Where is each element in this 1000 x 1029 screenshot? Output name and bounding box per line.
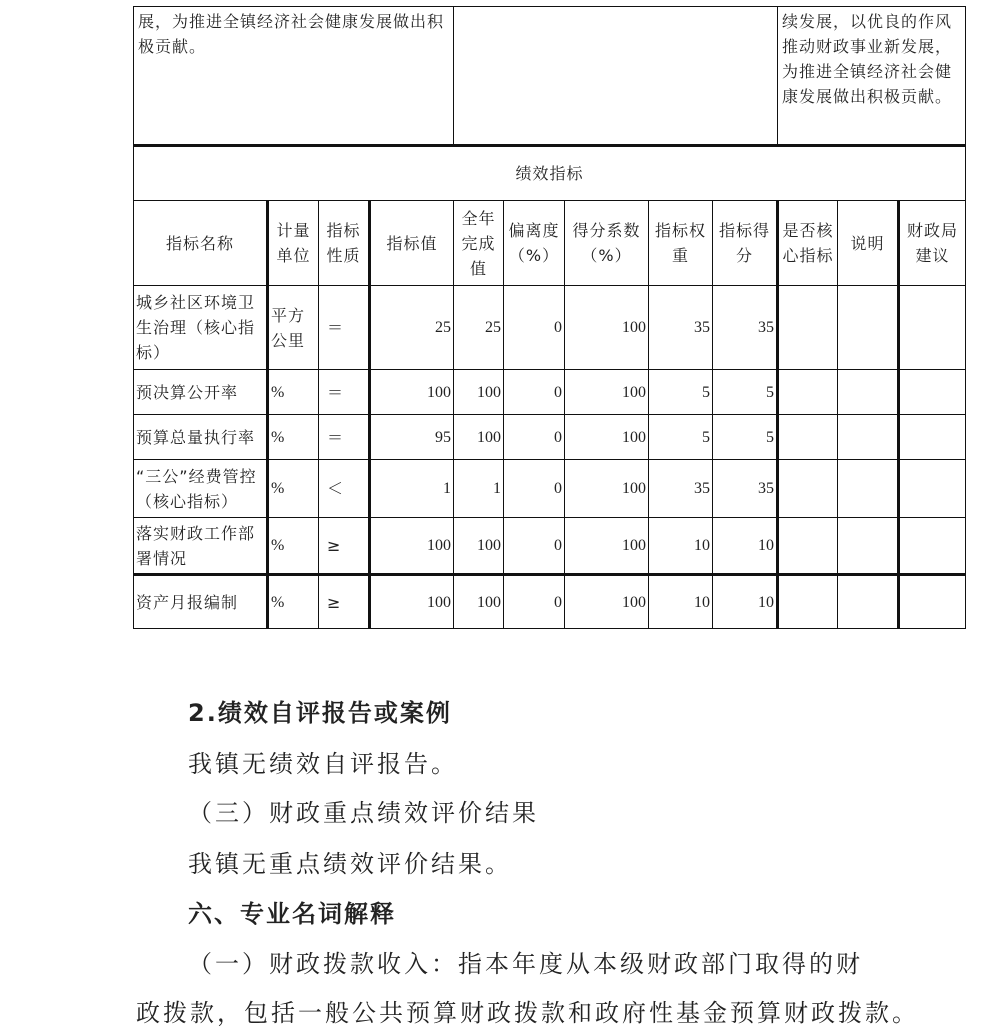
indicator-deviation: 0 xyxy=(504,518,565,575)
indicator-name: 预算总量执行率 xyxy=(134,415,268,460)
header-unit: 计量单位 xyxy=(268,201,319,286)
table-row xyxy=(134,518,966,575)
section-title: 绩效指标 xyxy=(134,146,966,201)
header-indicator-name: 指标名称 xyxy=(134,201,268,286)
heading-glossary: 六、专业名词解释 xyxy=(188,900,396,928)
indicator-weight: 10 xyxy=(649,575,713,629)
indicator-coef: 100 xyxy=(565,286,649,370)
table-row xyxy=(134,370,966,415)
indicator-core xyxy=(778,575,838,629)
indicator-deviation: 0 xyxy=(504,370,565,415)
indicator-target: 1 xyxy=(370,460,454,518)
indicator-target: 100 xyxy=(370,575,454,629)
indicator-coef: 100 xyxy=(565,370,649,415)
indicator-deviation: 0 xyxy=(504,286,565,370)
indicator-score: 35 xyxy=(713,286,778,370)
indicator-weight: 5 xyxy=(649,370,713,415)
header-weight: 指标权重 xyxy=(649,201,713,286)
indicator-actual: 1 xyxy=(454,460,504,518)
indicator-score: 35 xyxy=(713,460,778,518)
indicator-core xyxy=(778,460,838,518)
indicator-name: 资产月报编制 xyxy=(134,575,268,629)
indicator-unit: % xyxy=(268,575,319,629)
indicator-unit: % xyxy=(268,415,319,460)
indicator-deviation: 0 xyxy=(504,460,565,518)
header-nature: 指标性质 xyxy=(319,201,370,286)
indicator-actual: 25 xyxy=(454,286,504,370)
indicator-weight: 5 xyxy=(649,415,713,460)
indicator-advice xyxy=(899,460,966,518)
table-row xyxy=(134,575,966,629)
indicator-actual: 100 xyxy=(454,370,504,415)
indicator-coef: 100 xyxy=(565,575,649,629)
objective-row xyxy=(134,7,966,146)
heading-key-evaluation: （三）财政重点绩效评价结果 xyxy=(188,799,539,827)
indicator-note xyxy=(838,460,899,518)
header-actual: 全年完成值 xyxy=(454,201,504,286)
header-advice: 财政局建议 xyxy=(899,201,966,286)
indicator-deviation: 0 xyxy=(504,415,565,460)
table-row xyxy=(134,460,966,518)
indicator-nature: ＝ xyxy=(319,286,370,370)
indicator-score: 5 xyxy=(713,370,778,415)
indicator-name: 城乡社区环境卫生治理（核心指标） xyxy=(134,286,268,370)
paragraph-fiscal-appropriation-line1: （一）财政拨款收入：指本年度从本级财政部门取得的财 xyxy=(188,950,863,978)
indicator-unit: % xyxy=(268,370,319,415)
indicator-nature: ＝ xyxy=(319,415,370,460)
indicator-note xyxy=(838,286,899,370)
indicator-coef: 100 xyxy=(565,460,649,518)
indicator-weight: 10 xyxy=(649,518,713,575)
header-core: 是否核心指标 xyxy=(778,201,838,286)
indicator-advice xyxy=(899,575,966,629)
indicator-name: 落实财政工作部署情况 xyxy=(134,518,268,575)
indicator-note xyxy=(838,370,899,415)
indicator-advice xyxy=(899,415,966,460)
indicator-core xyxy=(778,518,838,575)
indicator-name: “三公”经费管控（核心指标） xyxy=(134,460,268,518)
indicator-actual: 100 xyxy=(454,575,504,629)
indicator-score: 10 xyxy=(713,518,778,575)
heading-self-evaluation: 2.绩效自评报告或案例 xyxy=(188,699,452,727)
indicator-target: 25 xyxy=(370,286,454,370)
indicator-advice xyxy=(899,286,966,370)
paragraph-no-self-evaluation: 我镇无绩效自评报告。 xyxy=(188,750,458,778)
indicator-actual: 100 xyxy=(454,518,504,575)
objective-right-cell: 续发展，以优良的作风推动财政事业新发展，为推进全镇经济社会健康发展做出积极贡献。 xyxy=(778,7,966,146)
indicator-note xyxy=(838,575,899,629)
indicator-note xyxy=(838,415,899,460)
header-row xyxy=(134,201,966,286)
indicator-deviation: 0 xyxy=(504,575,565,629)
indicator-nature: ＝ xyxy=(319,370,370,415)
indicator-score: 5 xyxy=(713,415,778,460)
objective-left-cell: 展，为推进全镇经济社会健康发展做出积极贡献。 xyxy=(134,7,454,146)
performance-table xyxy=(133,6,966,629)
indicator-note xyxy=(838,518,899,575)
header-coef: 得分系数（%） xyxy=(565,201,649,286)
objective-middle-cell xyxy=(454,7,778,146)
table-row xyxy=(134,415,966,460)
header-deviation: 偏离度（%） xyxy=(504,201,565,286)
indicator-target: 100 xyxy=(370,370,454,415)
indicator-target: 100 xyxy=(370,518,454,575)
indicator-actual: 100 xyxy=(454,415,504,460)
indicator-nature: ＜ xyxy=(319,460,370,518)
header-score: 指标得分 xyxy=(713,201,778,286)
indicator-coef: 100 xyxy=(565,518,649,575)
indicator-unit: % xyxy=(268,460,319,518)
indicator-unit: % xyxy=(268,518,319,575)
table-row xyxy=(134,286,966,370)
indicator-name: 预决算公开率 xyxy=(134,370,268,415)
indicator-advice xyxy=(899,370,966,415)
indicator-unit: 平方公里 xyxy=(268,286,319,370)
indicator-coef: 100 xyxy=(565,415,649,460)
indicator-target: 95 xyxy=(370,415,454,460)
paragraph-no-key-evaluation: 我镇无重点绩效评价结果。 xyxy=(188,850,512,878)
indicator-nature: ≥ xyxy=(319,518,370,575)
indicator-score: 10 xyxy=(713,575,778,629)
header-target: 指标值 xyxy=(370,201,454,286)
indicator-core xyxy=(778,415,838,460)
indicator-weight: 35 xyxy=(649,460,713,518)
header-note: 说明 xyxy=(838,201,899,286)
indicator-core xyxy=(778,370,838,415)
indicator-nature: ≥ xyxy=(319,575,370,629)
indicator-core xyxy=(778,286,838,370)
indicator-weight: 35 xyxy=(649,286,713,370)
indicator-advice xyxy=(899,518,966,575)
section-title-row xyxy=(134,146,966,201)
paragraph-fiscal-appropriation-line2: 政拨款，包括一般公共预算财政拨款和政府性基金预算财政拨款。 xyxy=(136,999,919,1027)
